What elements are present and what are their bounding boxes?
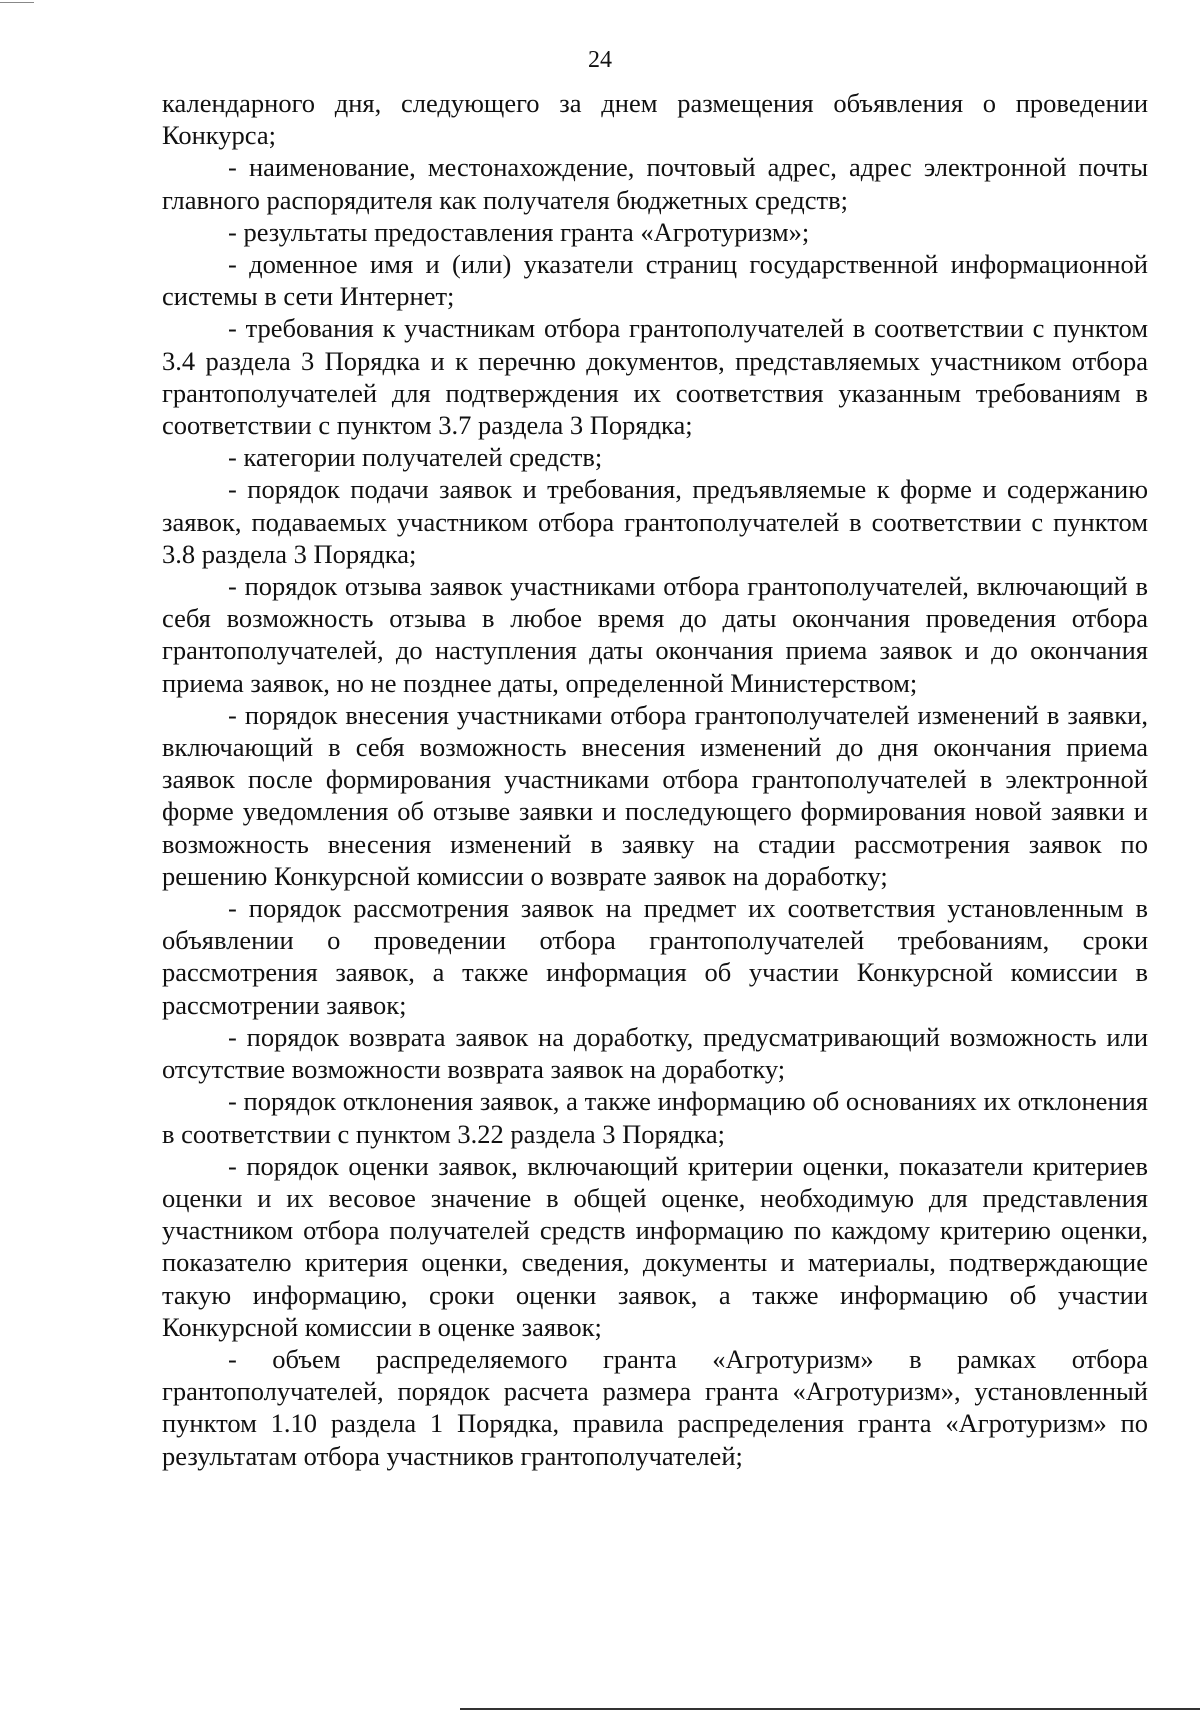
- list-item: - порядок оценки заявок, включающий критерии оценки, показатели критериев оценки и их весовое значение в общей оценке, необходимую для представления участником отбора получателей средств информацию по каждому критерию оценки, показателю критерия оценки, сведения, документы и материалы, подтверждающие такую информацию, сроки оценки заявок, а также информацию об участии Конкурсной комиссии в оценке заявок;: [162, 1150, 1148, 1342]
- list-item: - порядок внесения участниками отбора грантополучателей изменений в заявки, включающий в себя возможность внесения изменений до дня окончания приема заявок после формирования участниками отбора грантополучателей в электронной форме уведомления об отзыве заявки и последующего формирования новой заявки и возможность внесения изменений в заявку на стадии рассмотрения заявок по решению Конкурсной комиссии о возврате заявок на доработку;: [162, 699, 1148, 891]
- list-item: - порядок отклонения заявок, а также информацию об основаниях их отклонения в соответствии с пунктом 3.22 раздела 3 Порядка;: [162, 1086, 1148, 1149]
- document-body: [162, 87, 1148, 1472]
- page-number: 24: [588, 47, 612, 73]
- list-item: - объем распределяемого гранта «Агротуризм» в рамках отбора грантополучателей, порядок расчета размера гранта «Агротуризм», установленный пунктом 1.10 раздела 1 Порядка, правила распределения гранта «Агротуризм» по результатам отбора участников грантополучателей;: [162, 1343, 1148, 1471]
- list-item: - порядок рассмотрения заявок на предмет их соответствия установленным в объявлении о проведении отбора грантополучателей требованиям, сроки рассмотрения заявок, а также информация об участии Конкурсной комиссии в рассмотрении заявок;: [162, 893, 1148, 1020]
- paragraph: календарного дня, следующего за днем размещения объявления о проведении Конкурса;: [162, 88, 1148, 151]
- list-item: - порядок отзыва заявок участниками отбора грантополучателей, включающий в себя возможность отзыва в любое время до даты окончания проведения отбора грантополучателей, до наступления даты окончания приема заявок и до окончания приема заявок, но не позднее даты, определенной Министерством;: [162, 571, 1148, 698]
- list-item: - наименование, местонахождение, почтовый адрес, адрес электронной почты главного распорядителя как получателя бюджетных средств;: [162, 152, 1148, 215]
- scan-edge-mark: [0, 2, 34, 3]
- list-item: - категории получателей средств;: [228, 442, 603, 473]
- list-item: - порядок возврата заявок на доработку, предусматривающий возможность или отсутствие возможности возврата заявок на доработку;: [162, 1021, 1148, 1085]
- list-item: - результаты предоставления гранта «Агротуризм»;: [228, 216, 810, 247]
- scan-bottom-edge: [460, 1708, 1200, 1710]
- list-item: - требования к участникам отбора грантополучателей в соответствии с пунктом 3.4 раздела 3 Порядка и к перечню документов, представляемых участником отбора грантополучателей для подтверждения их соответствия указанным требованиям в соответствии с пунктом 3.7 раздела 3 Порядка;: [162, 313, 1148, 441]
- list-item: - порядок подачи заявок и требования, предъявляемые к форме и содержанию заявок, подаваемых участником отбора грантополучателей в соответствии с пунктом 3.8 раздела 3 Порядка;: [162, 474, 1148, 569]
- list-item: - доменное имя и (или) указатели страниц государственной информационной системы в сети Интернет;: [162, 249, 1148, 312]
